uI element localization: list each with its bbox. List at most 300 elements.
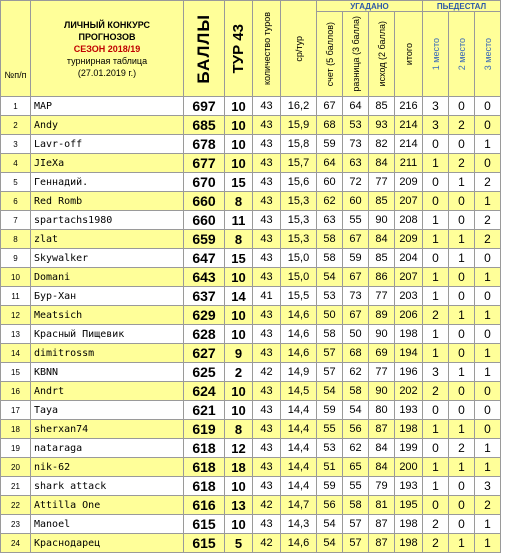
outcome-guessed: 77 [369,287,395,306]
place3-count: 1 [475,439,501,458]
tours-count-value: 43 [253,458,281,477]
place2-count: 0 [449,382,475,401]
contest-title-line1: ЛИЧНЫЙ КОНКУРС [64,19,150,30]
participant-name: KBNN [31,363,184,382]
outcome-guessed: 93 [369,116,395,135]
balls-value: 628 [184,325,225,344]
participant-name: shark attack [31,477,184,496]
place3-count: 2 [475,496,501,515]
participant-name: Meatsich [31,306,184,325]
tours-count-value: 43 [253,249,281,268]
table-row [1,154,501,173]
avg-value: 14,4 [281,401,317,420]
outcome-guessed: 84 [369,439,395,458]
row-number: 15 [1,363,31,382]
balls-value: 616 [184,496,225,515]
outcome-guessed: 84 [369,458,395,477]
place3-count: 1 [475,306,501,325]
tour-value: 10 [225,116,253,135]
table-row [1,401,501,420]
diff-guessed: 53 [343,116,369,135]
total-guessed: 204 [395,249,423,268]
avg-value: 15,6 [281,173,317,192]
diff-guessed: 57 [343,515,369,534]
tour-value: 14 [225,287,253,306]
place2-count: 0 [449,401,475,420]
col-header-place1: 1 место [423,12,449,97]
balls-value: 625 [184,363,225,382]
tour-value: 10 [225,382,253,401]
place2-count: 0 [449,135,475,154]
col-header-score: счет (5 баллов) [317,12,343,97]
place1-count: 2 [423,382,449,401]
total-guessed: 202 [395,382,423,401]
place1-count: 1 [423,458,449,477]
place1-count: 2 [423,306,449,325]
table-row [1,458,501,477]
participant-name: zlat [31,230,184,249]
tour-value: 10 [225,325,253,344]
score-guessed: 56 [317,496,343,515]
score-guessed: 51 [317,458,343,477]
row-number: 21 [1,477,31,496]
total-guessed: 214 [395,135,423,154]
row-number: 22 [1,496,31,515]
col-header-place3: 3 место [475,12,501,97]
score-guessed: 60 [317,173,343,192]
diff-guessed: 59 [343,249,369,268]
balls-value: 621 [184,401,225,420]
table-row [1,534,501,553]
place1-count: 1 [423,477,449,496]
score-guessed: 53 [317,287,343,306]
tour-value: 10 [225,515,253,534]
table-row [1,268,501,287]
balls-value: 637 [184,287,225,306]
place3-count: 1 [475,135,501,154]
table-row [1,325,501,344]
total-guessed: 200 [395,458,423,477]
place3-count: 0 [475,116,501,135]
row-number: 23 [1,515,31,534]
avg-value: 14,6 [281,306,317,325]
tour-value: 2 [225,363,253,382]
diff-guessed: 62 [343,439,369,458]
tour-value: 12 [225,439,253,458]
table-row [1,249,501,268]
col-header-tour: ТУР 43 [225,1,253,97]
tour-value: 5 [225,534,253,553]
tour-value: 10 [225,401,253,420]
score-guessed: 58 [317,249,343,268]
tour-value: 15 [225,173,253,192]
row-number: 18 [1,420,31,439]
diff-guessed: 73 [343,135,369,154]
avg-value: 14,5 [281,382,317,401]
avg-value: 14,4 [281,420,317,439]
avg-value: 15,3 [281,192,317,211]
place2-count: 2 [449,154,475,173]
place1-count: 1 [423,287,449,306]
outcome-guessed: 84 [369,154,395,173]
score-guessed: 54 [317,534,343,553]
outcome-guessed: 85 [369,192,395,211]
row-number: 8 [1,230,31,249]
place3-count: 1 [475,344,501,363]
row-number: 2 [1,116,31,135]
tours-count-value: 43 [253,230,281,249]
row-number: 7 [1,211,31,230]
tour-value: 10 [225,97,253,116]
diff-guessed: 63 [343,154,369,173]
place2-count: 0 [449,496,475,515]
avg-value: 16,2 [281,97,317,116]
place2-count: 1 [449,306,475,325]
row-number: 14 [1,344,31,363]
contest-title-block [31,1,184,97]
col-header-place2: 2 место [449,12,475,97]
tour-value: 8 [225,192,253,211]
balls-value: 618 [184,439,225,458]
date-label: (27.01.2019 г.) [77,67,137,78]
place2-count: 1 [449,363,475,382]
tour-value: 8 [225,420,253,439]
score-guessed: 67 [317,97,343,116]
col-header-balls: БАЛЛЫ [184,1,225,97]
outcome-guessed: 87 [369,515,395,534]
total-guessed: 199 [395,439,423,458]
outcome-guessed: 87 [369,420,395,439]
outcome-guessed: 85 [369,249,395,268]
diff-guessed: 67 [343,306,369,325]
tour-value: 10 [225,306,253,325]
score-guessed: 68 [317,116,343,135]
participant-name: MAP [31,97,184,116]
place2-count: 1 [449,230,475,249]
tours-count-value: 43 [253,154,281,173]
total-guessed: 208 [395,211,423,230]
tour-value: 10 [225,268,253,287]
score-guessed: 59 [317,401,343,420]
balls-value: 615 [184,534,225,553]
balls-value: 660 [184,192,225,211]
place1-count: 0 [423,173,449,192]
place1-count: 2 [423,534,449,553]
participant-name: nik-62 [31,458,184,477]
place2-count: 0 [449,192,475,211]
tours-count-value: 43 [253,477,281,496]
diff-guessed: 67 [343,268,369,287]
score-guessed: 53 [317,439,343,458]
participant-name: Attilla One [31,496,184,515]
score-guessed: 55 [317,420,343,439]
total-guessed: 214 [395,116,423,135]
outcome-guessed: 82 [369,135,395,154]
score-guessed: 57 [317,344,343,363]
participant-name: Красный Пищевик [31,325,184,344]
table-row [1,192,501,211]
place1-count: 1 [423,154,449,173]
place2-count: 0 [449,287,475,306]
row-number: 3 [1,135,31,154]
tours-count-value: 43 [253,344,281,363]
participant-name: nataraga [31,439,184,458]
table-row [1,306,501,325]
tours-count-value: 43 [253,268,281,287]
place1-count: 3 [423,363,449,382]
place3-count: 3 [475,477,501,496]
col-header-number: №п/п [1,1,31,97]
table-row [1,344,501,363]
place2-count: 1 [449,420,475,439]
balls-value: 627 [184,344,225,363]
place1-count: 0 [423,249,449,268]
place3-count: 1 [475,458,501,477]
table-row [1,135,501,154]
score-guessed: 62 [317,192,343,211]
total-guessed: 193 [395,401,423,420]
table-row [1,116,501,135]
balls-value: 678 [184,135,225,154]
outcome-guessed: 90 [369,211,395,230]
total-guessed: 211 [395,154,423,173]
participant-name: sherxan74 [31,420,184,439]
diff-guessed: 58 [343,496,369,515]
diff-guessed: 62 [343,363,369,382]
tours-count-value: 41 [253,287,281,306]
balls-value: 677 [184,154,225,173]
tours-count-value: 43 [253,382,281,401]
place3-count: 0 [475,154,501,173]
participant-name: spartachs1980 [31,211,184,230]
tour-value: 18 [225,458,253,477]
table-row [1,420,501,439]
place1-count: 0 [423,135,449,154]
table-row [1,97,501,116]
total-guessed: 216 [395,97,423,116]
group-header-guessed: УГАДАНО [317,1,423,12]
place3-count: 2 [475,230,501,249]
place3-count: 1 [475,192,501,211]
row-number: 19 [1,439,31,458]
score-guessed: 54 [317,515,343,534]
participant-name: dimitrossm [31,344,184,363]
diff-guessed: 72 [343,173,369,192]
total-guessed: 198 [395,325,423,344]
balls-value: 670 [184,173,225,192]
table-row [1,477,501,496]
avg-value: 14,6 [281,344,317,363]
season-label: СЕЗОН 2018/19 [73,43,141,54]
diff-guessed: 50 [343,325,369,344]
place1-count: 0 [423,401,449,420]
place1-count: 1 [423,344,449,363]
avg-value: 15,7 [281,154,317,173]
participant-name: Domani [31,268,184,287]
place3-count: 0 [475,401,501,420]
outcome-guessed: 69 [369,344,395,363]
table-row [1,515,501,534]
avg-value: 14,6 [281,325,317,344]
place3-count: 2 [475,211,501,230]
place1-count: 1 [423,268,449,287]
table-row [1,287,501,306]
outcome-guessed: 90 [369,382,395,401]
tours-count-value: 43 [253,192,281,211]
balls-value: 619 [184,420,225,439]
balls-value: 629 [184,306,225,325]
total-guessed: 193 [395,477,423,496]
diff-guessed: 60 [343,192,369,211]
tour-value: 8 [225,230,253,249]
tour-value: 13 [225,496,253,515]
avg-value: 15,3 [281,211,317,230]
avg-value: 15,5 [281,287,317,306]
total-guessed: 207 [395,268,423,287]
total-guessed: 206 [395,306,423,325]
tours-count-value: 42 [253,534,281,553]
avg-value: 14,9 [281,363,317,382]
avg-value: 14,4 [281,458,317,477]
participant-name: Skywalker [31,249,184,268]
total-guessed: 198 [395,420,423,439]
diff-guessed: 65 [343,458,369,477]
avg-value: 15,9 [281,116,317,135]
balls-value: 697 [184,97,225,116]
total-guessed: 195 [395,496,423,515]
participant-name: Геннадий. [31,173,184,192]
place2-count: 0 [449,211,475,230]
outcome-guessed: 86 [369,268,395,287]
score-guessed: 50 [317,306,343,325]
score-guessed: 64 [317,154,343,173]
diff-guessed: 55 [343,477,369,496]
avg-value: 14,6 [281,534,317,553]
row-number: 17 [1,401,31,420]
outcome-guessed: 77 [369,173,395,192]
tours-count-value: 43 [253,325,281,344]
avg-value: 14,3 [281,515,317,534]
row-number: 9 [1,249,31,268]
place1-count: 0 [423,192,449,211]
row-number: 10 [1,268,31,287]
avg-value: 15,0 [281,249,317,268]
place2-count: 1 [449,534,475,553]
tours-count-value: 43 [253,116,281,135]
table-row [1,230,501,249]
tour-value: 9 [225,344,253,363]
total-guessed: 209 [395,173,423,192]
avg-value: 15,8 [281,135,317,154]
table-row [1,439,501,458]
place1-count: 1 [423,325,449,344]
row-number: 20 [1,458,31,477]
balls-value: 659 [184,230,225,249]
diff-guessed: 58 [343,382,369,401]
row-number: 4 [1,154,31,173]
group-header-podium: ПЬЕДЕСТАЛ [423,1,501,12]
tour-value: 15 [225,249,253,268]
total-guessed: 194 [395,344,423,363]
table-row [1,496,501,515]
score-guessed: 58 [317,230,343,249]
col-header-outcome: исход (2 балла) [369,12,395,97]
diff-guessed: 54 [343,401,369,420]
row-number: 5 [1,173,31,192]
score-guessed: 54 [317,382,343,401]
tours-count-value: 43 [253,439,281,458]
balls-value: 660 [184,211,225,230]
avg-value: 15,3 [281,230,317,249]
tours-count-value: 43 [253,135,281,154]
row-number: 13 [1,325,31,344]
avg-value: 14,4 [281,439,317,458]
outcome-guessed: 84 [369,230,395,249]
row-number: 1 [1,97,31,116]
tours-count-value: 43 [253,97,281,116]
outcome-guessed: 80 [369,401,395,420]
place3-count: 0 [475,325,501,344]
avg-value: 14,7 [281,496,317,515]
score-guessed: 58 [317,325,343,344]
table-row [1,382,501,401]
total-guessed: 209 [395,230,423,249]
place2-count: 0 [449,515,475,534]
outcome-guessed: 90 [369,325,395,344]
score-guessed: 54 [317,268,343,287]
place2-count: 0 [449,477,475,496]
diff-guessed: 55 [343,211,369,230]
tours-count-value: 43 [253,515,281,534]
outcome-guessed: 81 [369,496,395,515]
tours-count-value: 43 [253,173,281,192]
place1-count: 3 [423,116,449,135]
place3-count: 0 [475,287,501,306]
place2-count: 0 [449,325,475,344]
place1-count: 2 [423,515,449,534]
outcome-guessed: 77 [369,363,395,382]
diff-guessed: 67 [343,230,369,249]
participant-name: Бур-Хан [31,287,184,306]
participant-name: Lavr-off [31,135,184,154]
place2-count: 1 [449,249,475,268]
avg-value: 14,4 [281,477,317,496]
participant-name: Red Romb [31,192,184,211]
diff-guessed: 73 [343,287,369,306]
balls-value: 647 [184,249,225,268]
tour-value: 11 [225,211,253,230]
diff-guessed: 68 [343,344,369,363]
place1-count: 0 [423,496,449,515]
outcome-guessed: 85 [369,97,395,116]
row-number: 16 [1,382,31,401]
col-header-diff: разница (3 балла) [343,12,369,97]
tours-count-value: 43 [253,211,281,230]
tours-count-value: 42 [253,496,281,515]
total-guessed: 203 [395,287,423,306]
place3-count: 0 [475,97,501,116]
tour-value: 10 [225,154,253,173]
place2-count: 0 [449,97,475,116]
place3-count: 0 [475,382,501,401]
tour-value: 10 [225,477,253,496]
table-row [1,173,501,192]
balls-value: 643 [184,268,225,287]
score-guessed: 63 [317,211,343,230]
place1-count: 1 [423,230,449,249]
row-number: 24 [1,534,31,553]
place1-count: 1 [423,211,449,230]
